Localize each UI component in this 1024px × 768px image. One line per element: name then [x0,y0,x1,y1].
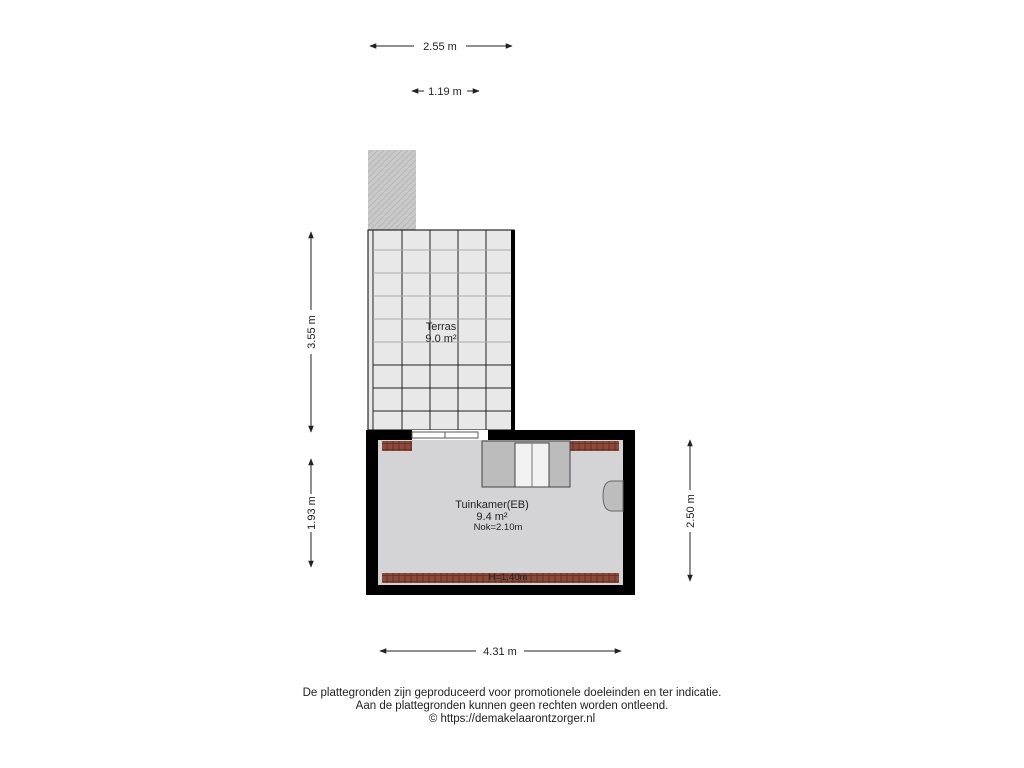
disclaimer-line-3: © https://demakelaarontzorger.nl [428,713,596,725]
roof-tiles-top-left [382,441,412,451]
sink-fixture [603,481,623,511]
dimension-left-upper-label: 3.55 m [306,315,318,349]
disclaimer [0,687,1024,726]
sliding-door [412,432,478,438]
disclaimer-line-1: De plattegronden zijn geproduceerd voor promotionele doeleinden en ter indicatie. [302,687,722,699]
dimension-bottom-label: 4.31 m [483,646,517,658]
terras-label: Terras [425,321,457,333]
tuinkamer-label: Tuinkamer(EB) [455,499,529,511]
stairs [368,150,416,230]
dimension-top-inner-label: 1.19 m [428,86,462,98]
disclaimer-line-2: Aan de plattegronden kunnen geen rechten worden ontleend. [355,700,669,712]
tuinkamer-eave-height: H=1.40m [488,572,528,583]
dormer-window [482,441,570,487]
tuinkamer-area: 9.4 m² [476,511,508,523]
dimension-left-lower-label: 1.93 m [306,496,318,530]
terras-area: 9.0 m² [425,333,457,345]
dimension-right-label: 2.50 m [685,494,697,528]
roof-tiles-top-right [569,441,619,451]
tuinkamer-ridge-height: Nok=2.10m [473,522,523,533]
dimension-top-width-label: 2.55 m [423,41,457,53]
